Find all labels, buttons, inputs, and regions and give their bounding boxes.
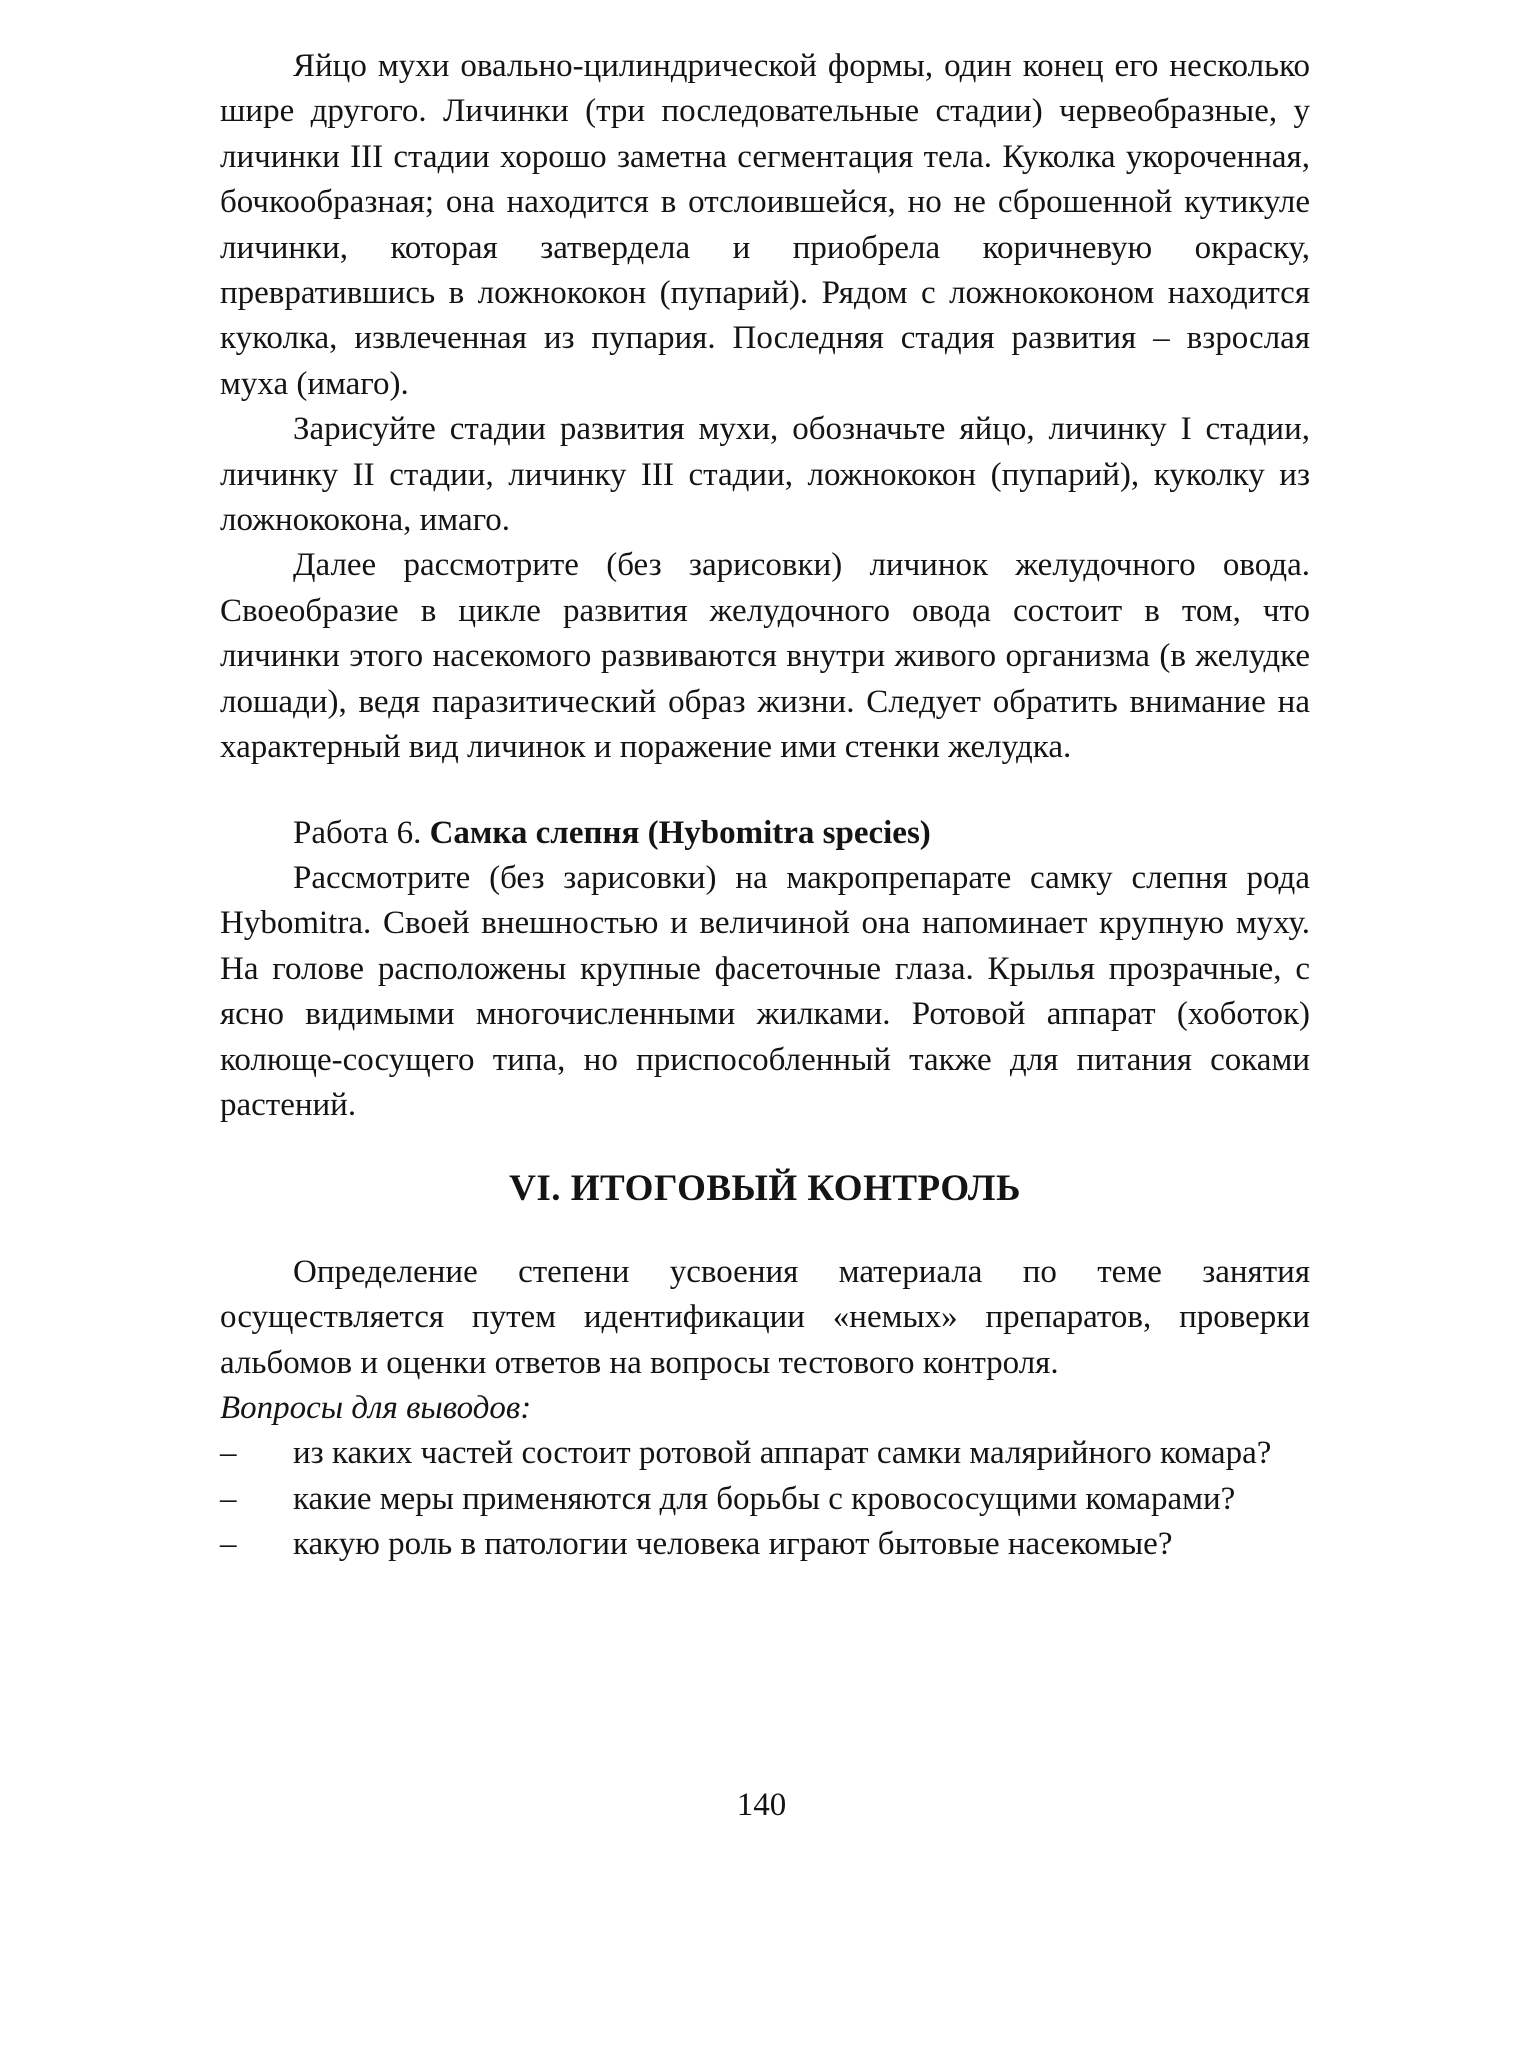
spacer: [220, 771, 1310, 811]
question-text: какую роль в патологии человека играют бытовые насекомые?: [293, 1526, 1173, 1563]
list-dash: –: [220, 1435, 237, 1472]
list-dash: –: [220, 1526, 237, 1563]
spacer: [220, 1128, 1310, 1166]
page-number: 140: [736, 1787, 787, 1823]
page-content: [220, 44, 1310, 1568]
list-item: [220, 1522, 1310, 1567]
spacer: [220, 1212, 1310, 1250]
paragraph-fly-development: Яйцо мухи овально-цилиндрической формы, один конец его несколько шире другого. Личинки (три последовательные стадии) червеобразные, у личинки III стадии хорошо заметна сегментация тела. Куколка укороченная, бочкообразная; она находится в отслоившейся, но не сброшенной кутикуле личинки, которая затвердела и приобрела коричневую окраску, превратившись в ложнококон (пупарий). Рядом с ложнококоном находится куколка, извлеченная из пупария. Последняя стадия развития – взрослая муха (имаго).: [220, 48, 1310, 402]
work-6-prefix: Работа 6.: [293, 814, 430, 851]
question-text: из каких частей состоит ротовой аппарат самки малярийного комара?: [293, 1435, 1272, 1472]
section-title: VI. ИТОГОВЫЙ КОНТРОЛЬ: [509, 1168, 1021, 1210]
list-item: [220, 1477, 1310, 1522]
paragraph-drawing-task: Зарисуйте стадии развития мухи, обозначьте яйцо, личинку I стадии, личинку II стадии, личинку III стадии, ложнококон (пупарий), куколку из ложнококона, имаго.: [220, 411, 1310, 539]
question-text: какие меры применяются для борьбы с кровососущими комарами?: [293, 1480, 1236, 1517]
list-dash: –: [220, 1480, 237, 1517]
paragraph-horsefly: Рассмотрите (без зарисовки) на макропрепарате самку слепня рода Hybomitra. Своей внешностью и величиной она напоминает крупную муху. На голове расположены крупные фасеточные глаза. Крылья прозрачные, с ясно видимыми многочисленными жилками. Ротовой аппарат (хоботок) колюще-сосущего типа, но приспособленный также для питания соками растений.: [220, 859, 1310, 1123]
work-6-heading: [220, 811, 1310, 856]
questions-list: [220, 1431, 1310, 1567]
work-6-title: Самка слепня (Hybomitra species): [429, 814, 931, 851]
list-item: [220, 1431, 1310, 1476]
paragraph-final-control: Определение степени усвоения материала по теме занятия осуществляется путем идентификации «немых» препаратов, проверки альбомов и оценки ответов на вопросы тестового контроля.: [220, 1253, 1310, 1381]
questions-label: Вопросы для выводов:: [220, 1389, 532, 1426]
paragraph-botfly-larvae: Далее рассмотрите (без зарисовки) личинок желудочного овода. Своеобразие в цикле развития желудочного овода состоит в том, что личинки этого насекомого развиваются внутри живого организма (в желудке лошади), ведя паразитический образ жизни. Следует обратить внимание на характерный вид личинок и поражение ими стенки желудка.: [220, 547, 1310, 766]
